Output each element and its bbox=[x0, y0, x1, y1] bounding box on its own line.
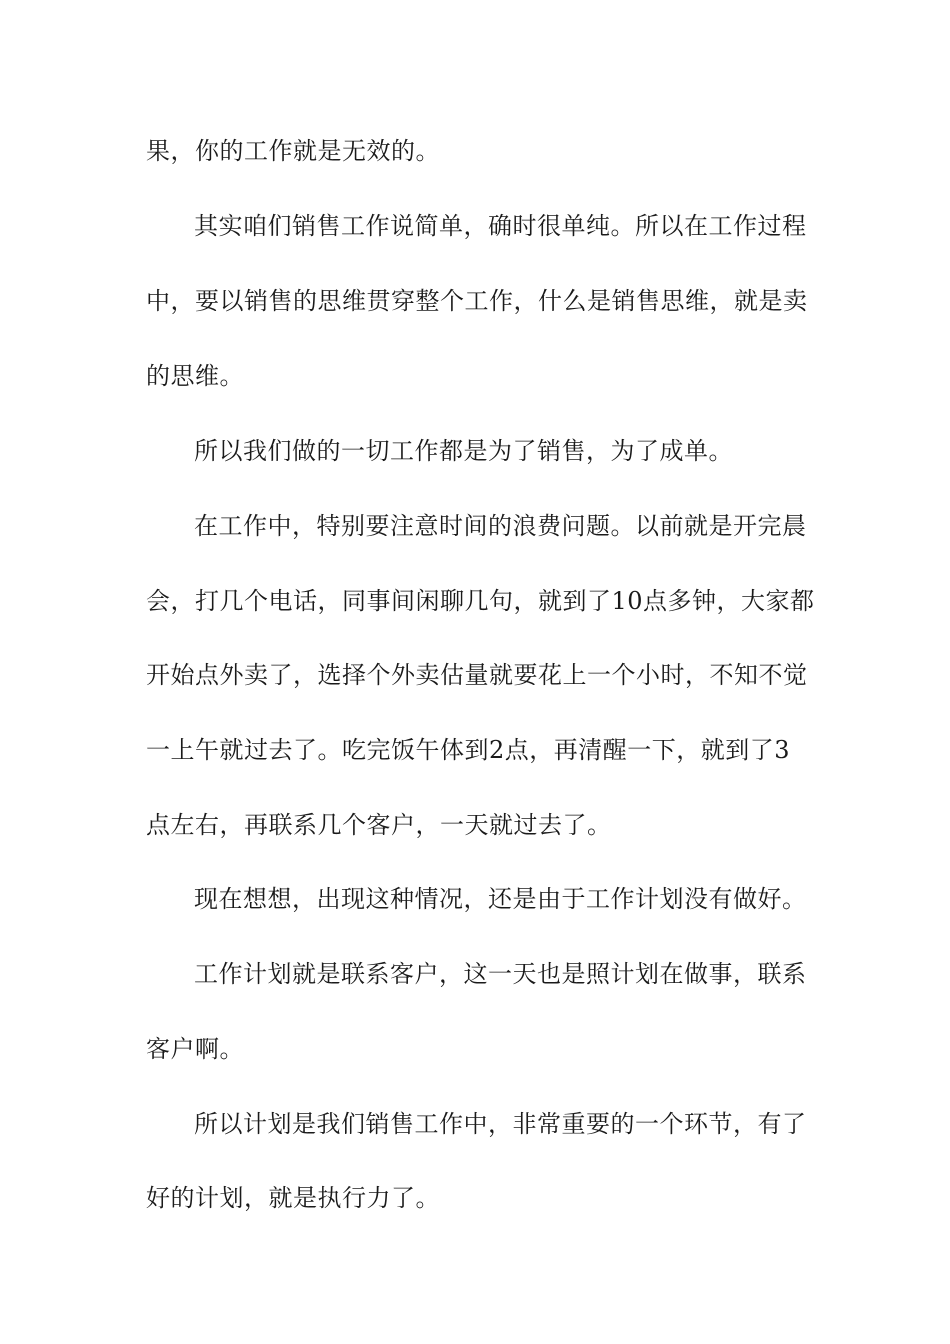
text-line: 所以计划是我们销售工作中，非常重要的一个环节，有了 bbox=[194, 1110, 807, 1138]
text-line: 其实咱们销售工作说简单，确时很单纯。所以在工作过程 bbox=[194, 212, 807, 240]
text-line: 会，打几个电话，同事间闲聊几句，就到了10点多钟，大家都 bbox=[146, 587, 815, 615]
text-line: 工作计划就是联系客户，这一天也是照计划在做事，联系 bbox=[194, 960, 807, 988]
text-line: 开始点外卖了，选择个外卖估量就要花上一个小时，不知不觉 bbox=[146, 661, 808, 689]
text-line: 点左右，再联系几个客户，一天就过去了。 bbox=[146, 811, 612, 839]
text-line: 现在想想，出现这种情况，还是由于工作计划没有做好。 bbox=[194, 885, 807, 913]
text-line: 好的计划，就是执行力了。 bbox=[146, 1184, 440, 1212]
text-line: 所以我们做的一切工作都是为了销售，为了成单。 bbox=[194, 437, 733, 465]
text-line: 客户啊。 bbox=[146, 1035, 244, 1063]
text-line: 中，要以销售的思维贯穿整个工作，什么是销售思维，就是卖 bbox=[146, 287, 808, 315]
text-line: 在工作中，特别要注意时间的浪费问题。以前就是开完晨 bbox=[194, 512, 807, 540]
text-line: 的思维。 bbox=[146, 362, 244, 390]
text-line: 果，你的工作就是无效的。 bbox=[146, 137, 440, 165]
text-line: 一上午就过去了。吃完饭午体到2点，再清醒一下，就到了3 bbox=[146, 736, 791, 764]
